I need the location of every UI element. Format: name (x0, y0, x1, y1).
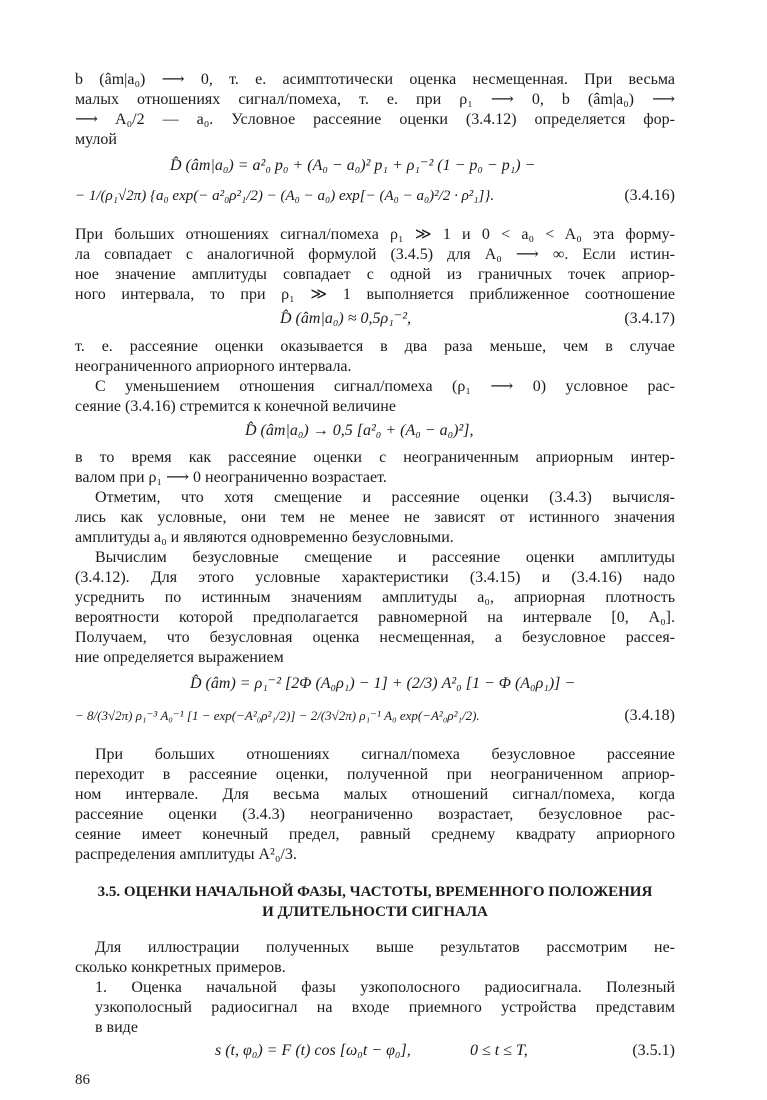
text-line: Вычислим безусловные смещение и рассеяние оценки амплитуды (95, 549, 675, 566)
text-line: (3.4.12). Для этого условные характеристики (3.4.15) и (3.4.16) надо (75, 569, 675, 586)
book-page: b (âm|a₀) ⟶ 0, т. е. асимптотически оценка несмещенная. При весьма малых отношениях сигнал/помеха, т. е. при ρ₁ ⟶ 0, b (âm|a₀) ⟶ ⟶ A₀/2 — a₀. Условное рассеяние оценки (3.4.12) определяется фор- мулой D̂ (âm|a₀) = a²₀ p₀ + (A₀ − a₀)² p₁ + ρ₁⁻² (1 − p₀ − p₁) − − 1/(ρ₁√2π) {a₀ exp(− a²₀ρ²₁/2) − (A₀ − a₀) exp[− (A₀ − a₀)²/2 · ρ²₁]}. (3.4.16) При больших отношениях сигнал/помеха ρ₁ ≫ 1 и 0 < a₀ < A₀ эта форму- ла совпадает с аналогичной формулой (3.4.5) для A₀ ⟶ ∞. Если истин- ное значение амплитуды совпадает с одной из граничных точек априор- ного интервала, то при ρ₁ ≫ 1 выполняется приближенное соотношение D̂ (âm|a₀) ≈ 0,5ρ₁⁻², (3.4.17) т. е. рассеяние оценки оказывается в два раза меньше, чем в случае неограниченного априорного интервала. С уменьшением отношения сигнал/помеха (ρ₁ ⟶ 0) условное рас- сеяние (3.4.16) стремится к конечной величине D̂ (âm|a₀) → 0,5 [a²₀ + (A₀ − a₀)²], в то время как рассеяние оценки с неограниченным априорным интер- валом при ρ₁ ⟶ 0 неограниченно возрастает. Отметим, что хотя смещение и рассеяние оценки (3.4.3) вычисля- лись как условные, они тем не менее не зависят от истинного значения амплитуды a₀ и являются одновременно безусловными. Вычислим безусловные смещение и рассеяние оценки амплитуды (3.4.12). Для этого условные характеристики (3.4.15) и (3.4.16) надо усреднить по истинным значениям амплитуды a₀, априорная плотность вероятности которой предполагается равномерной на интервале [0, A₀]. Получаем, что безусловная оценка несмещенная, а безусловное рассея- ние определяется выражением D̂ (âm) = ρ₁⁻² [2Φ (A₀ρ₁) − 1] + (2/3) A²₀ [1 − Φ (A₀ρ₁)] − − 8/(3√2π) ρ₁⁻³ A₀⁻¹ [1 − exp(−A²₀ρ²₁/2)] − 2/(3√2π) ρ₁⁻¹ A₀ exp(−A²₀ρ²₁/2). (3.4.18) При больших отношениях сигнал/помеха безусловное рассеяние переходит в рассеяние оценки, полученной при неограниченном априор- ном интервале. Для весьма малых отношений сигнал/помеха, когда рассеяние оценки (3.4.3) неограниченно возрастает, безусловное рас- сеяние имеет конечный предел, равный среднему квадрату априорного распределения амплитуды A²₀/3. 3.5. ОЦЕНКИ НАЧАЛЬНОЙ ФАЗЫ, ЧАСТОТЫ, ВРЕМЕННОГО ПОЛОЖЕНИЯ И ДЛИТЕЛЬНОСТИ СИГНАЛА Для иллюстрации полученных выше результатов рассмотрим не- сколько конкретных примеров. 1. Оценка начальной фазы узкополосного радиосигнала. Полезный узкополосный радиосигнал на входе приемного устройства представим в виде s (t, φ₀) = F (t) cos [ω₀t − φ₀], 0 ≤ t ≤ T, (3.5.1) 86 (75, 71, 675, 1088)
text-line: малых отношениях сигнал/помеха, т. е. при ρ₁ ⟶ 0, b (âm|a₀) ⟶ (75, 91, 675, 108)
text-line: Получаем, что безусловная оценка несмещенная, а безусловное рассея- (75, 629, 675, 646)
equation-3-4-16-line2: − 1/(ρ₁√2π) {a₀ exp(− a²₀ρ²₁/2) − (A₀ − a₀) exp[− (A₀ − a₀)²/2 · ρ²₁]}. (3.4.16) (75, 185, 675, 207)
equation-number: (3.4.16) (624, 187, 675, 204)
text-line: мулой (75, 131, 117, 148)
equation-limit: D̂ (âm|a₀) → 0,5 [a²₀ + (A₀ − a₀)²], (245, 422, 474, 439)
page-number: 86 (75, 1072, 90, 1088)
section-heading: 3.5. ОЦЕНКИ НАЧАЛЬНОЙ ФАЗЫ, ЧАСТОТЫ, ВРЕМЕННОГО ПОЛОЖЕНИЯ (97, 884, 653, 900)
text-line: 1. Оценка начальной фазы узкополосного радиосигнала. Полезный (95, 979, 675, 996)
text-line: валом при ρ₁ ⟶ 0 неограниченно возрастает. (75, 469, 387, 486)
text-line: При больших отношениях сигнал/помеха ρ₁ ≫ 1 и 0 < a₀ < A₀ эта форму- (75, 226, 675, 243)
text-line: ние определяется выражением (75, 649, 284, 666)
text-line: лись как условные, они тем не менее не зависят от истинного значения (75, 509, 675, 526)
text-line: амплитуды a₀ и являются одновременно безусловными. (75, 529, 454, 546)
text-line: ного интервала, то при ρ₁ ≫ 1 выполняется приближенное соотношение (75, 286, 675, 303)
text-line: рассеяние оценки (3.4.3) неограниченно возрастает, безусловное рас- (75, 806, 675, 823)
equation-3-4-18-line2: − 8/(3√2π) ρ₁⁻³ A₀⁻¹ [1 − exp(−A²₀ρ²₁/2)] − 2/(3√2π) ρ₁⁻¹ A₀ exp(−A²₀ρ²₁/2). (3.4.18) (75, 705, 675, 727)
text-line: сеяние имеет конечный предел, равный среднему квадрату априорного (75, 826, 675, 843)
equation-number: (3.4.18) (624, 707, 675, 724)
equation-number: (3.5.1) (632, 1042, 675, 1059)
text-line: ла совпадает с аналогичной формулой (3.4.5) для A₀ ⟶ ∞. Если истин- (75, 246, 675, 263)
text-line: b (âm|a₀) ⟶ 0, т. е. асимптотически оценка несмещенная. При весьма (75, 71, 675, 88)
text-line: переходит в рассеяние оценки, полученной при неограниченном априор- (75, 766, 675, 783)
text-line: сколько конкретных примеров. (75, 959, 286, 976)
text-line: сеяние (3.4.16) стремится к конечной величине (75, 398, 396, 415)
equation-3-4-16-line1: D̂ (âm|a₀) = a²₀ p₀ + (A₀ − a₀)² p₁ + ρ₁⁻² (1 − p₀ − p₁) − (170, 157, 536, 174)
section-heading: И ДЛИТЕЛЬНОСТИ СИГНАЛА (262, 904, 488, 920)
text-line: усреднить по истинным значениям амплитуды a₀, априорная плотность (75, 589, 675, 606)
text-line: Отметим, что хотя смещение и рассеяние оценки (3.4.3) вычисля- (95, 489, 675, 506)
text-line: вероятности которой предполагается равномерной на интервале [0, A₀]. (75, 609, 675, 626)
equation-3-4-18-line1: D̂ (âm) = ρ₁⁻² [2Φ (A₀ρ₁) − 1] + (2/3) A²₀ [1 − Φ (A₀ρ₁)] − (190, 675, 576, 692)
text-line: ⟶ A₀/2 — a₀. Условное рассеяние оценки (3.4.12) определяется фор- (75, 111, 675, 128)
equation-number: (3.4.17) (624, 310, 675, 327)
text-line: ном интервале. Для весьма малых отношений сигнал/помеха, когда (75, 786, 675, 803)
text-line: Для иллюстрации полученных выше результатов рассмотрим не- (95, 939, 675, 956)
text-line: С уменьшением отношения сигнал/помеха (ρ₁ ⟶ 0) условное рас- (95, 378, 675, 395)
equation-3-4-17: D̂ (âm|a₀) ≈ 0,5ρ₁⁻², (3.4.17) (75, 308, 675, 330)
text-line: ное значение амплитуды совпадает с одной из граничных точек априор- (75, 266, 675, 283)
text-line: в то время как рассеяние оценки с неограниченным априорным интер- (75, 449, 675, 466)
text-line: т. е. рассеяние оценки оказывается в два раза меньше, чем в случае (75, 338, 675, 355)
text-line: неограниченного априорного интервала. (75, 358, 352, 375)
text-line: распределения амплитуды A²₀/3. (75, 846, 297, 863)
text-line: в виде (95, 1019, 138, 1036)
text-line: При больших отношениях сигнал/помеха безусловное рассеяние (95, 746, 675, 763)
text-line: узкополосный радиосигнал на входе приемного устройства представим (95, 999, 675, 1016)
